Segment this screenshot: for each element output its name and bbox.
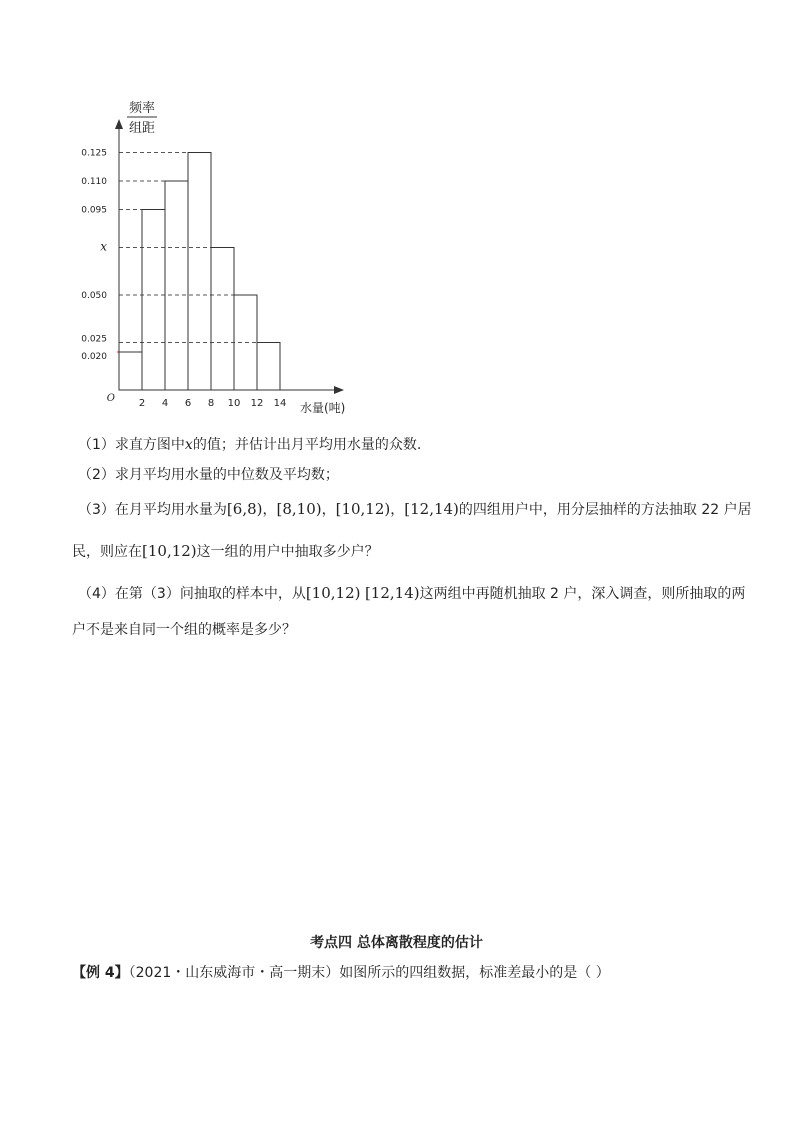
x-tick-label: 4 — [161, 398, 169, 409]
histogram-bar — [211, 248, 234, 391]
x-tick-label: 6 — [184, 398, 192, 409]
q4-interval-2: [12,14) — [364, 584, 420, 602]
y-tick-label: 0.050 — [81, 291, 107, 301]
q3-line2-suffix: 这一组的用户中抽取多少户？ — [196, 544, 379, 560]
frequency-histogram — [78, 95, 368, 425]
q3-interval-3: [10,12) — [335, 500, 391, 518]
question-4-line-1 — [78, 583, 745, 604]
example-source: （2021・山东威海市・高一期末） — [128, 965, 340, 981]
q3-interval-2: [8,10) — [276, 500, 322, 518]
x-tick-label: 2 — [138, 398, 146, 409]
question-2: （2）求月平均用水量的中位数及平均数； — [78, 467, 339, 483]
axes — [115, 119, 344, 394]
x-tick-labels — [139, 398, 287, 409]
y-tick-labels — [81, 149, 107, 363]
y-tick-label: 0.020 — [81, 352, 107, 362]
q3-interval-5: [10,12) — [142, 542, 197, 560]
y-tick-label: 0.125 — [81, 148, 107, 159]
x-tick-label: 8 — [207, 398, 215, 409]
example-text: 如图所示的四组数据，标准差最小的是（ ） — [339, 965, 610, 981]
histogram-bar — [165, 181, 188, 390]
x-tick-label: 14 — [273, 398, 287, 409]
y-tick-label: 0.025 — [81, 334, 107, 345]
x-tick-label: 10 — [227, 398, 241, 409]
example-4 — [72, 962, 610, 982]
example-tag: 【例 4】 — [72, 965, 129, 981]
q3-separator-1: ， — [262, 502, 277, 518]
q4-suffix: 这两组中再随机抽取 2 户，深入调查，则所抽取的两 — [419, 586, 746, 602]
q1-variable: x — [184, 437, 193, 453]
histogram-bar — [142, 210, 165, 391]
x-axis-title: 水量(吨) — [300, 401, 346, 415]
q3-interval-1: [6,8) — [226, 500, 263, 518]
y-axis-title — [127, 100, 157, 136]
x-axis-arrow — [334, 386, 344, 394]
histogram-bar — [188, 153, 211, 391]
y-tick-label: x — [100, 239, 107, 254]
question-3-line-1 — [78, 499, 752, 520]
q3-interval-4: [12,14) — [404, 500, 459, 518]
bars — [119, 153, 280, 391]
q3-line2-prefix: 民，则应在 — [72, 544, 142, 560]
section-title: 考点四 总体离散程度的估计 — [310, 935, 483, 951]
y-tick-label: 0.095 — [81, 205, 107, 216]
origin-label: O — [106, 393, 115, 404]
y-tick-label: 0.110 — [81, 177, 107, 187]
q3-prefix: （3）在月平均用水量为 — [78, 502, 227, 518]
q3-separator-3: ， — [390, 502, 405, 518]
y-axis-title-denominator: 组距 — [128, 121, 156, 136]
question-1 — [78, 435, 421, 455]
question-4-line-2: 户不是来自同一个组的概率是多少？ — [72, 622, 296, 638]
question-3-line-2 — [72, 541, 379, 562]
histogram-bar — [257, 343, 280, 391]
q4-interval-1: [10,12) — [305, 584, 361, 602]
dashed-guides — [117, 153, 257, 353]
y-axis-title-numerator: 频率 — [128, 101, 156, 116]
q3-separator-2: ， — [321, 502, 336, 518]
q1-prefix: （1）求直方图中 — [78, 437, 185, 453]
histogram-bar — [119, 352, 142, 390]
q1-suffix: 的值；并估计出月平均用水量的众数. — [192, 437, 422, 453]
q4-prefix: （4）在第（3）问抽取的样本中，从 — [78, 586, 306, 602]
x-tick-label: 12 — [250, 398, 264, 409]
y-axis-arrow — [115, 119, 123, 129]
q3-suffix: 的四组用户中，用分层抽样的方法抽取 22 户居 — [458, 502, 752, 518]
